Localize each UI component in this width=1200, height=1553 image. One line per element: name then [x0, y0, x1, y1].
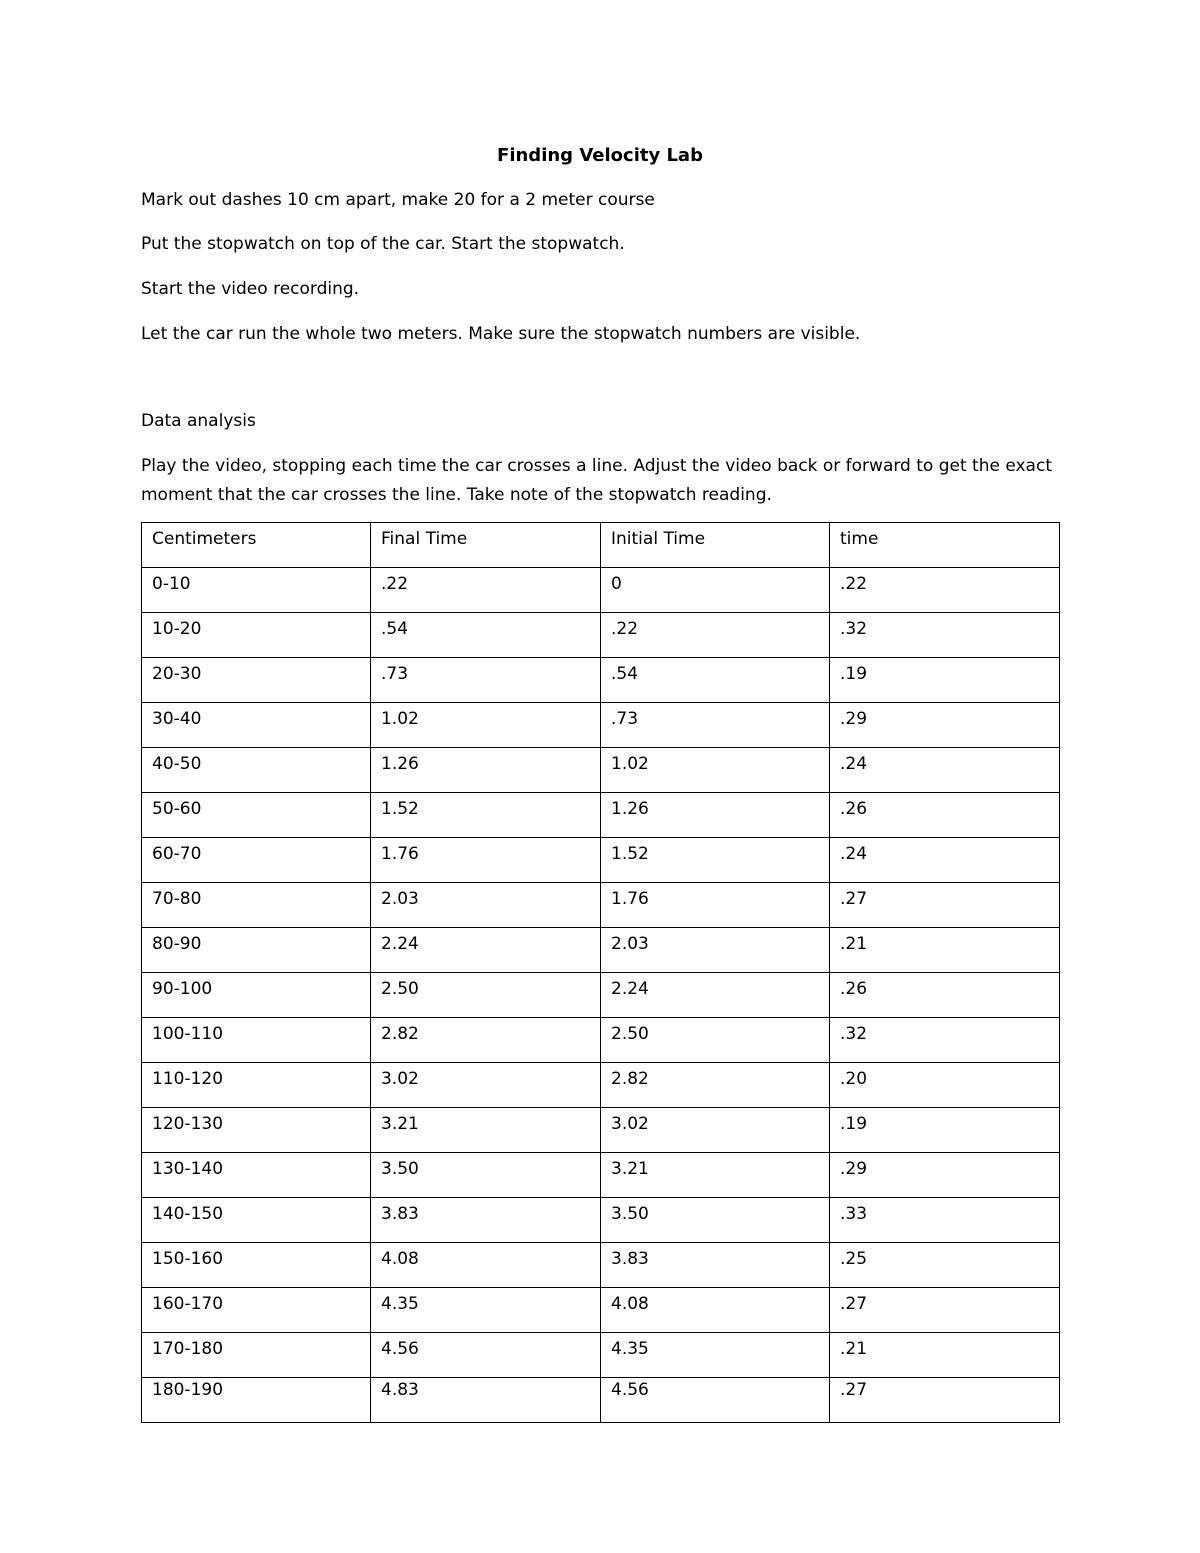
cell-centimeters: 10-20 [142, 613, 371, 658]
cell-time: .27 [830, 1288, 1060, 1333]
table-row [142, 973, 1060, 1018]
cell-final-time: 1.52 [371, 793, 601, 838]
cell-final-time: 4.56 [371, 1333, 601, 1378]
cell-final-time: 4.08 [371, 1243, 601, 1288]
table-row [142, 748, 1060, 793]
cell-initial-time: 4.08 [601, 1288, 830, 1333]
header-time: time [830, 523, 1060, 568]
cell-initial-time: 3.21 [601, 1153, 830, 1198]
cell-centimeters: 0-10 [142, 568, 371, 613]
section-heading-data-analysis: Data analysis [141, 411, 256, 431]
cell-centimeters: 20-30 [142, 658, 371, 703]
table-row [142, 568, 1060, 613]
analysis-instructions: Play the video, stopping each time the car crosses a line. Adjust the video back or forward to get the exact moment that the car crosses the line. Take note of the stopwatch reading. [141, 456, 1052, 505]
cell-initial-time: 4.35 [601, 1333, 830, 1378]
cell-time: .32 [830, 1018, 1060, 1063]
cell-time: .27 [830, 1378, 1060, 1423]
cell-centimeters: 130-140 [142, 1153, 371, 1198]
cell-time: .19 [830, 658, 1060, 703]
table-row [142, 1333, 1060, 1378]
table-row [142, 1243, 1060, 1288]
cell-centimeters: 40-50 [142, 748, 371, 793]
cell-time: .26 [830, 793, 1060, 838]
table-row [142, 1153, 1060, 1198]
cell-final-time: 1.76 [371, 838, 601, 883]
cell-final-time: 4.35 [371, 1288, 601, 1333]
table-row [142, 1063, 1060, 1108]
table-row [142, 658, 1060, 703]
cell-time: .29 [830, 1153, 1060, 1198]
cell-final-time: 4.83 [371, 1378, 601, 1423]
cell-time: .26 [830, 973, 1060, 1018]
table-row [142, 1378, 1060, 1423]
cell-final-time: .54 [371, 613, 601, 658]
table-row [142, 1018, 1060, 1063]
cell-final-time: 3.83 [371, 1198, 601, 1243]
cell-time: .25 [830, 1243, 1060, 1288]
table-row [142, 1288, 1060, 1333]
cell-time: .29 [830, 703, 1060, 748]
instruction-run-car: Let the car run the whole two meters. Make sure the stopwatch numbers are visible. [141, 324, 861, 344]
cell-centimeters: 90-100 [142, 973, 371, 1018]
cell-centimeters: 30-40 [142, 703, 371, 748]
cell-initial-time: 1.26 [601, 793, 830, 838]
cell-final-time: 1.02 [371, 703, 601, 748]
cell-initial-time: 0 [601, 568, 830, 613]
cell-time: .20 [830, 1063, 1060, 1108]
cell-centimeters: 70-80 [142, 883, 371, 928]
cell-centimeters: 140-150 [142, 1198, 371, 1243]
cell-initial-time: 3.50 [601, 1198, 830, 1243]
cell-centimeters: 170-180 [142, 1333, 371, 1378]
cell-time: .24 [830, 748, 1060, 793]
table-header-row [142, 523, 1060, 568]
cell-time: .27 [830, 883, 1060, 928]
cell-final-time: 3.50 [371, 1153, 601, 1198]
cell-initial-time: 3.02 [601, 1108, 830, 1153]
cell-final-time: 3.02 [371, 1063, 601, 1108]
cell-final-time: 2.50 [371, 973, 601, 1018]
cell-final-time: 2.03 [371, 883, 601, 928]
table-body [142, 568, 1060, 1423]
cell-centimeters: 110-120 [142, 1063, 371, 1108]
cell-initial-time: 2.50 [601, 1018, 830, 1063]
cell-initial-time: 1.02 [601, 748, 830, 793]
cell-initial-time: .22 [601, 613, 830, 658]
instruction-mark-dashes: Mark out dashes 10 cm apart, make 20 for a 2 meter course [141, 190, 655, 210]
table-row [142, 1198, 1060, 1243]
header-final-time: Final Time [371, 523, 601, 568]
table-row [142, 883, 1060, 928]
cell-initial-time: 3.83 [601, 1243, 830, 1288]
header-initial-time: Initial Time [601, 523, 830, 568]
cell-initial-time: 2.82 [601, 1063, 830, 1108]
cell-initial-time: 2.03 [601, 928, 830, 973]
cell-time: .21 [830, 1333, 1060, 1378]
cell-time: .24 [830, 838, 1060, 883]
table-row [142, 613, 1060, 658]
cell-centimeters: 50-60 [142, 793, 371, 838]
header-centimeters: Centimeters [142, 523, 371, 568]
cell-centimeters: 120-130 [142, 1108, 371, 1153]
timing-data-table [141, 522, 1060, 1423]
table-row [142, 838, 1060, 883]
cell-initial-time: .54 [601, 658, 830, 703]
cell-final-time: .73 [371, 658, 601, 703]
cell-initial-time: 1.76 [601, 883, 830, 928]
instruction-start-video: Start the video recording. [141, 279, 360, 299]
table-row [142, 703, 1060, 748]
cell-centimeters: 80-90 [142, 928, 371, 973]
table-row [142, 1108, 1060, 1153]
cell-initial-time: 4.56 [601, 1378, 830, 1423]
cell-centimeters: 150-160 [142, 1243, 371, 1288]
cell-time: .33 [830, 1198, 1060, 1243]
instruction-start-stopwatch: Put the stopwatch on top of the car. Start the stopwatch. [141, 234, 625, 254]
table-row [142, 793, 1060, 838]
cell-final-time: .22 [371, 568, 601, 613]
page-title: Finding Velocity Lab [497, 145, 703, 166]
cell-time: .32 [830, 613, 1060, 658]
cell-centimeters: 100-110 [142, 1018, 371, 1063]
cell-final-time: 2.24 [371, 928, 601, 973]
cell-centimeters: 160-170 [142, 1288, 371, 1333]
cell-initial-time: .73 [601, 703, 830, 748]
cell-initial-time: 1.52 [601, 838, 830, 883]
cell-final-time: 2.82 [371, 1018, 601, 1063]
table-row [142, 928, 1060, 973]
cell-time: .22 [830, 568, 1060, 613]
cell-initial-time: 2.24 [601, 973, 830, 1018]
cell-final-time: 1.26 [371, 748, 601, 793]
cell-final-time: 3.21 [371, 1108, 601, 1153]
cell-centimeters: 60-70 [142, 838, 371, 883]
cell-time: .19 [830, 1108, 1060, 1153]
cell-time: .21 [830, 928, 1060, 973]
cell-centimeters: 180-190 [142, 1378, 371, 1423]
